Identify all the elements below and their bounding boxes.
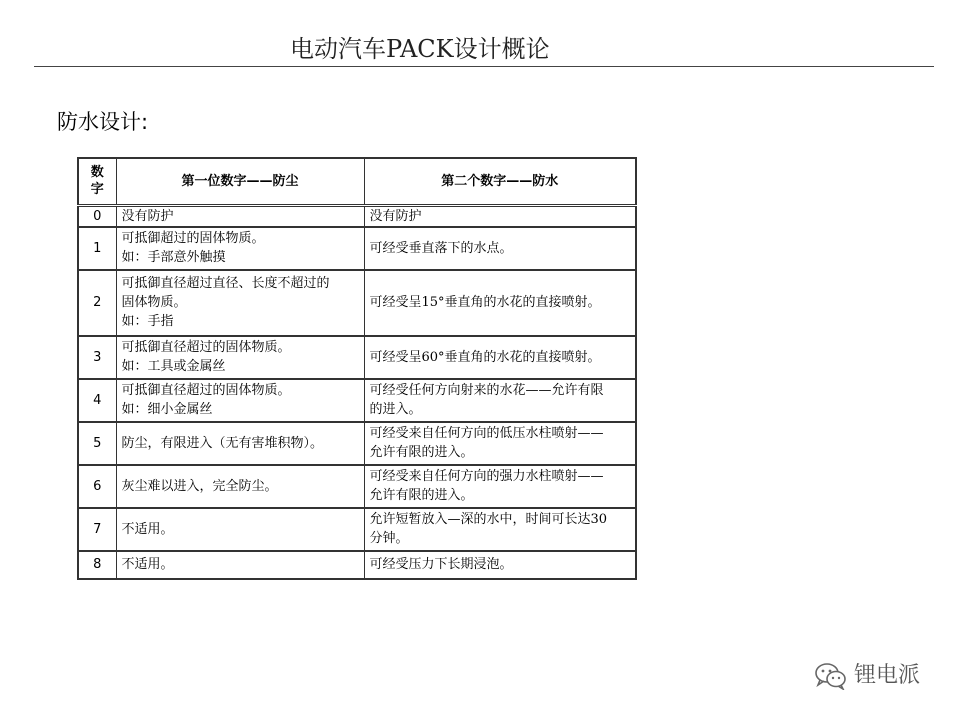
row-dust-line: 可抵御直径超过的固体物质。 [121, 340, 291, 355]
header-digit-label [81, 164, 114, 198]
watermark [814, 662, 920, 690]
row-dust-cell [116, 508, 364, 551]
table-row [78, 465, 636, 508]
row-water-line: 可经受压力下长期浸泡。 [369, 557, 513, 572]
row-dust-line: 不适用。 [121, 521, 174, 537]
row-water-line: 可经受呈15°垂直角的水花的直接喷射。 [369, 295, 601, 310]
header-water: 第二个数字——防水 [364, 158, 636, 205]
header-digit [78, 158, 116, 205]
row-digit: 5 [78, 422, 116, 465]
row-dust-line: 如：手指 [121, 314, 174, 329]
row-water-line: 分钟。 [369, 531, 409, 546]
table-row [78, 227, 636, 270]
title-underline [34, 66, 934, 67]
table-header-row [78, 158, 636, 205]
table-row [78, 551, 636, 579]
row-dust-line: 防尘，有限进入（无有害堆积物）。 [121, 435, 324, 451]
section-heading: 防水设计: [57, 110, 149, 134]
watermark-text: 锂电派 [854, 663, 921, 688]
row-digit: 7 [78, 508, 116, 551]
row-digit: 8 [78, 551, 116, 579]
table-row [78, 336, 636, 379]
row-dust-cell [116, 270, 364, 336]
row-dust-line: 没有防护 [121, 208, 174, 224]
table-row [78, 379, 636, 422]
row-dust-line: 固体物质。 [121, 295, 187, 310]
row-water-cell [364, 508, 636, 551]
row-water-line: 可经受呈60°垂直角的水花的直接喷射。 [369, 349, 601, 365]
header-digit-char: 数 [90, 165, 104, 181]
row-dust-line: 不适用。 [121, 557, 174, 572]
row-water-line: 可经受任何方向射来的水花——允许有限 [369, 383, 604, 398]
row-water-cell [364, 551, 636, 579]
row-digit: 3 [78, 336, 116, 379]
row-water-cell [364, 422, 636, 465]
table-row [78, 205, 636, 227]
row-water-line: 可经受垂直落下的水点。 [369, 240, 513, 256]
row-water-cell [364, 379, 636, 422]
wechat-icon [814, 662, 848, 690]
row-dust-cell [116, 205, 364, 227]
row-water-cell [364, 336, 636, 379]
row-dust-line: 如：手部意外触摸 [121, 250, 226, 265]
row-dust-line: 灰尘难以进入，完全防尘。 [121, 478, 278, 494]
row-digit: 4 [78, 379, 116, 422]
row-digit: 0 [78, 205, 116, 227]
table-row [78, 422, 636, 465]
row-water-line: 允许有限的进入。 [369, 445, 474, 460]
row-dust-cell [116, 422, 364, 465]
row-dust-cell [116, 465, 364, 508]
row-dust-line: 可抵御超过的固体物质。 [121, 231, 265, 246]
row-water-line: 的进入。 [369, 402, 422, 417]
table-body [78, 205, 636, 579]
row-digit: 1 [78, 227, 116, 270]
row-water-cell [364, 270, 636, 336]
row-water-line: 可经受来自任何方向的强力水柱喷射—— [369, 469, 604, 484]
header-dust: 第一位数字——防尘 [116, 158, 364, 205]
header-digit-char: 字 [90, 182, 104, 198]
row-water-cell [364, 465, 636, 508]
row-water-cell [364, 205, 636, 227]
row-digit: 6 [78, 465, 116, 508]
row-water-line: 可经受来自任何方向的低压水柱喷射—— [369, 426, 604, 441]
row-water-cell [364, 227, 636, 270]
row-dust-cell [116, 336, 364, 379]
table-row [78, 270, 636, 336]
row-dust-cell [116, 551, 364, 579]
row-water-line: 没有防护 [369, 208, 422, 224]
row-dust-line: 如：细小金属丝 [121, 402, 213, 417]
row-dust-cell [116, 227, 364, 270]
ip-rating-table-container [77, 157, 635, 580]
row-dust-line: 如：工具或金属丝 [121, 359, 226, 374]
row-water-line: 允许短暂放入—深的水中，时间可长达30 [369, 512, 608, 527]
row-dust-cell [116, 379, 364, 422]
row-digit: 2 [78, 270, 116, 336]
row-dust-line: 可抵御直径超过直径、长度不超过的 [121, 276, 330, 291]
ip-rating-table [77, 157, 637, 580]
page-title: 电动汽车PACK设计概论 [290, 35, 550, 63]
row-dust-line: 可抵御直径超过的固体物质。 [121, 383, 291, 398]
row-water-line: 允许有限的进入。 [369, 488, 474, 503]
table-row [78, 508, 636, 551]
